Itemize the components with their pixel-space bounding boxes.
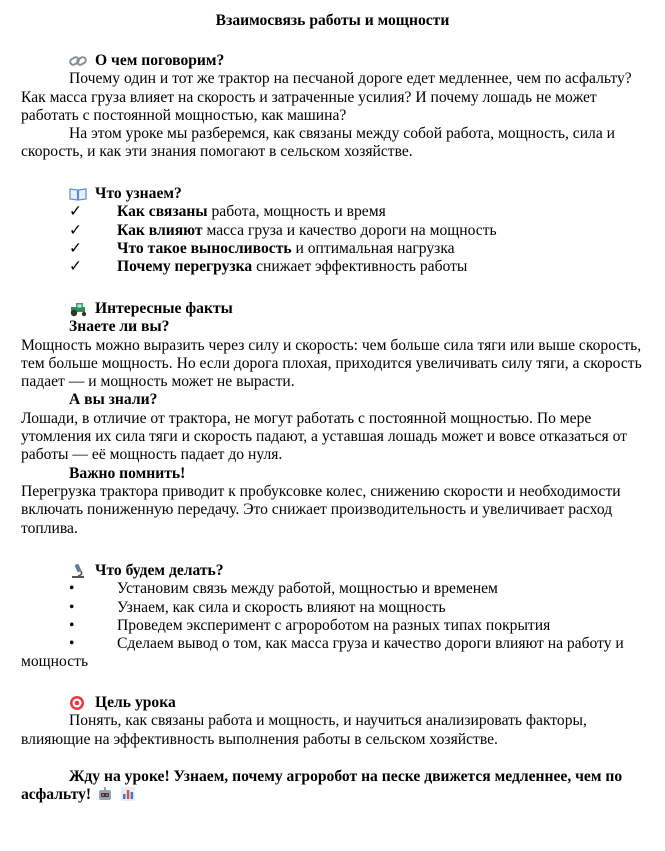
intro-paragraph-1: Почему один и тот же трактор на песчаной дороге едет медленнее, чем по асфальту? Как масса груза влияет на скорость и затраченные усилия? И почему лошадь не может работать с постоянной мощностью, как машина? [21,70,632,124]
plan-last-item-continuation: мощность [21,653,89,671]
list-item: ✓ Почему перегрузка снижает эффективность работы [69,258,468,276]
page-title: Взаимосвязь работы и мощности [215,12,450,29]
link-icon [69,52,89,70]
goal-heading: Цель урока [95,694,176,711]
fact-1-text: Мощность можно выразить через силу и скорость: чем больше сила тяги или выше скорость, тем больше мощность. Но если дорога плохая, приходится увеличивать силу тяги, а скорость падает — и мощность может не вырасти. [21,336,642,391]
bullet-icon: • [69,635,75,653]
list-item: ✓ Как влияют масса груза и качество дороги на мощность [69,221,497,239]
learn-heading: Что узнаем? [95,185,182,202]
list-item: ✓ Что такое выносливость и оптимальная нагрузка [69,239,455,257]
facts-section [21,300,649,538]
plan-heading-row [21,562,649,580]
closing-section [21,768,649,805]
fact-3-text: Перегрузка трактора приводит к пробуксовке колес, снижению скорости и необходимости включать пониженную передачу. Это снижает производительность и увеличивает расход топлива. [21,482,621,537]
closing-text: Жду на уроке! Узнаем, почему агроробот на песке движется медленнее, чем по асфальту! [21,768,623,804]
facts-heading: Интересные факты [95,300,233,317]
facts-heading-row [21,300,649,318]
list-item: • Сделаем вывод о том, как масса груза и качество дороги влияют на работу и [69,635,624,653]
list-item: • Установим связь между работой, мощностью и временем [69,580,498,598]
checkmark-icon: ✓ [69,258,83,276]
learn-list [21,203,649,276]
target-icon [69,694,89,712]
fact-2-subheading: А вы знали? [69,391,158,409]
goal-heading-row [21,694,649,712]
fact-2-text: Лошади, в отличие от трактора, не могут работать с постоянной мощностью. По мере утомления их сила тяги и скорость падают, а уставшая лошадь может и вовсе отказаться от работы — её мощность падает до нуля. [21,409,627,464]
intro-section [21,52,649,162]
bullet-icon: • [69,580,75,598]
intro-heading: О чем поговорим? [95,52,225,69]
plan-list [21,580,649,653]
checkmark-icon: ✓ [69,239,83,257]
list-item: • Проведем эксперимент с агророботом на разных типах покрытия [69,616,551,634]
intro-heading-row [21,52,649,70]
bar-chart-icon [120,786,136,802]
checkmark-icon: ✓ [69,221,83,239]
microscope-icon [69,562,89,580]
fact-3-subheading: Важно помнить! [69,464,186,482]
plan-section [21,562,649,672]
intro-paragraph-2: На этом уроке мы разберемся, как связаны между собой работа, мощность, сила и скорость, и как эти знания помогают в сельском хозяйстве. [21,125,615,161]
bullet-icon: • [69,598,75,616]
list-item: • Узнаем, как сила и скорость влияют на мощность [69,598,446,616]
robot-icon [97,786,113,802]
book-icon [69,185,89,203]
goal-text: Понять, как связаны работа и мощность, и научиться анализировать факторы, влияющие на эффективность выполнения работы в сельском хозяйстве. [21,712,587,748]
learn-section [21,185,649,276]
checkmark-icon: ✓ [69,203,83,221]
learn-heading-row [21,185,649,203]
bullet-icon: • [69,616,75,634]
goal-section [21,694,649,749]
plan-heading: Что будем делать? [95,562,224,579]
tractor-icon [69,300,89,318]
list-item: ✓ Как связаны работа, мощность и время [69,203,386,221]
fact-1-subheading: Знаете ли вы? [69,318,170,336]
